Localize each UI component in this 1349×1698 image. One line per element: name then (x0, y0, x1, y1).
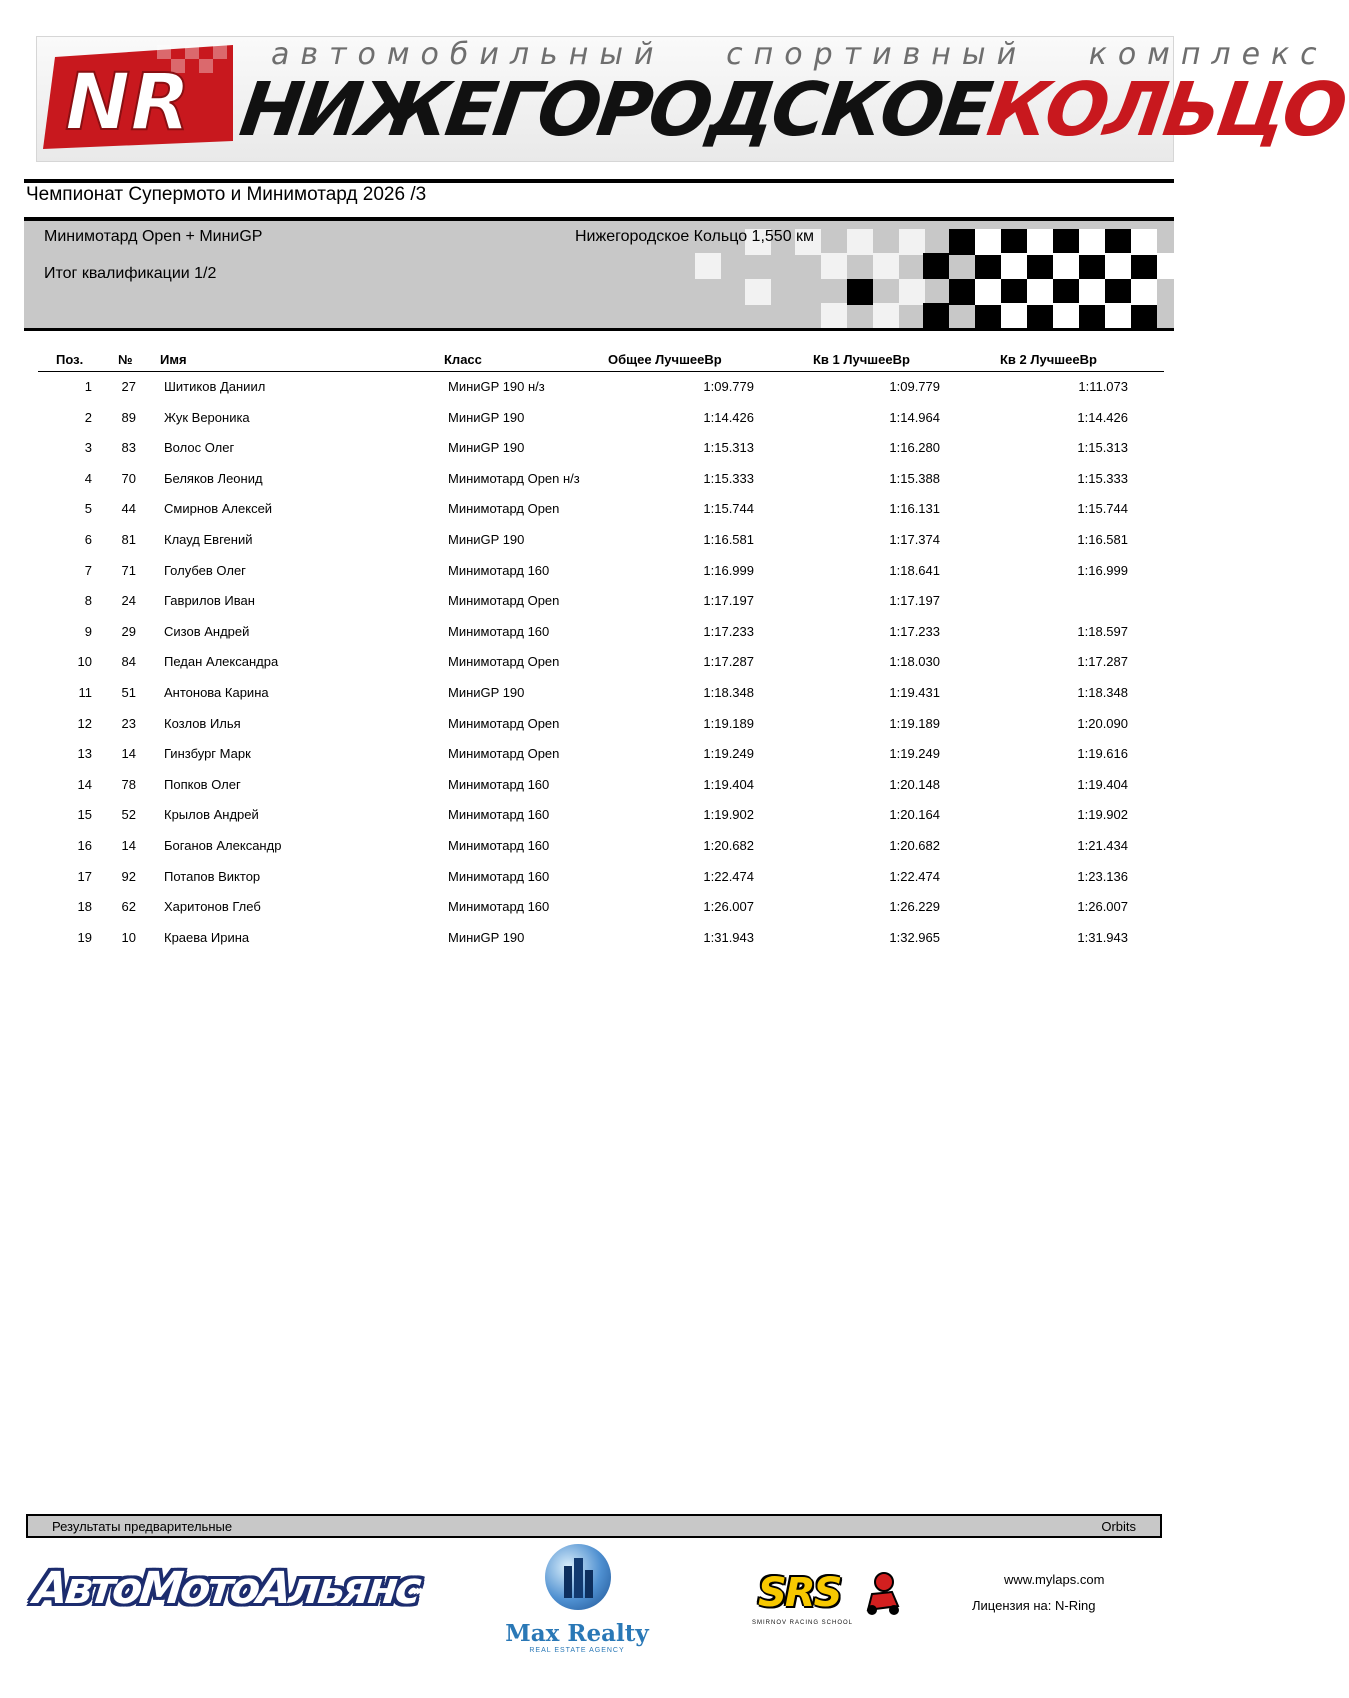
session-name: Итог квалификации 1/2 (44, 265, 217, 282)
header-pos: Поз. (56, 352, 84, 367)
cell-class: Минимотард 160 (448, 868, 550, 884)
cell-pos: 17 (77, 868, 92, 884)
cell-number: 52 (121, 807, 136, 823)
table-row (38, 743, 1164, 774)
header-name: Имя (160, 352, 187, 367)
cell-name: Шитиков Даниил (164, 379, 266, 394)
sponsor-automotoalliance-logo: АвтоМотоАльянс (31, 1563, 421, 1614)
table-row (38, 682, 1164, 713)
cell-class: Минимотард Open (448, 715, 560, 731)
header-q1-best: Кв 1 ЛучшееВр (813, 352, 910, 367)
top-divider (24, 179, 1174, 183)
cell-pos: 8 (84, 593, 92, 609)
cell-q1-best: 1:09.779 (889, 379, 940, 394)
cell-class: Минимотард 160 (448, 899, 550, 915)
cell-q1-best: 1:14.964 (889, 409, 940, 425)
cell-number: 51 (121, 684, 136, 700)
cell-q1-best: 1:18.641 (889, 562, 940, 578)
cell-pos: 1 (84, 379, 92, 394)
nr-logo (37, 37, 237, 161)
nr-logo-text: NR (65, 58, 191, 148)
footer-system: Orbits (1101, 1519, 1136, 1534)
cell-pos: 12 (77, 715, 92, 731)
cell-name: Смирнов Алексей (164, 501, 273, 517)
cell-pos: 11 (78, 684, 92, 700)
cell-best-lap: 1:17.287 (703, 654, 754, 670)
cell-number: 27 (121, 379, 136, 394)
rider-icon (862, 1572, 902, 1616)
footer-note: Результаты предварительные (52, 1519, 233, 1534)
header-q2-best: Кв 2 ЛучшееВр (1000, 352, 1097, 367)
cell-q2-best: 1:17.287 (1077, 654, 1128, 670)
table-row (38, 590, 1164, 621)
table-row (38, 437, 1164, 468)
table-row (38, 804, 1164, 835)
cell-name: Потапов Виктор (164, 868, 261, 884)
cell-pos: 15 (77, 807, 92, 823)
cell-best-lap: 1:22.474 (703, 868, 754, 884)
table-row (38, 621, 1164, 652)
cell-number: 92 (121, 868, 136, 884)
cell-number: 78 (121, 776, 136, 792)
cell-name: Краева Ирина (164, 929, 250, 945)
cell-q2-best: 1:15.313 (1077, 440, 1128, 456)
cell-name: Жук Вероника (164, 409, 250, 425)
cell-number: 44 (121, 501, 136, 517)
cell-q1-best: 1:16.131 (889, 501, 940, 517)
table-row (38, 468, 1164, 499)
cell-q1-best: 1:26.229 (889, 899, 940, 915)
cell-pos: 4 (84, 470, 92, 486)
cell-q2-best: 1:14.426 (1077, 409, 1128, 425)
banner-track-name (235, 67, 1349, 153)
cell-pos: 18 (77, 899, 92, 915)
cell-number: 62 (121, 899, 136, 915)
table-row (38, 896, 1164, 927)
cell-q2-best: 1:11.073 (1078, 379, 1128, 394)
cell-q1-best: 1:18.030 (889, 654, 940, 670)
cell-name: Голубев Олег (164, 562, 246, 578)
cell-name: Гинзбург Марк (164, 746, 251, 762)
cell-best-lap: 1:17.233 (703, 623, 754, 639)
cell-class: Минимотард 160 (448, 562, 550, 578)
event-title: Чемпионат Супермото и Минимотард 2026 /3 (26, 184, 427, 205)
track-info: Нижегородское Кольцо 1,550 км (575, 228, 815, 245)
cell-class: МиниGP 190 (448, 929, 525, 945)
cell-class: Минимотард Open (448, 654, 560, 670)
cell-q2-best: 1:20.090 (1077, 715, 1128, 731)
cell-best-lap: 1:19.249 (703, 746, 754, 762)
table-row (38, 774, 1164, 805)
cell-number: 71 (121, 562, 136, 578)
cell-q2-best: 1:16.581 (1077, 531, 1128, 547)
cell-number: 23 (121, 715, 136, 731)
cell-q2-best: 1:21.434 (1077, 837, 1128, 853)
cell-q1-best: 1:19.431 (889, 684, 940, 700)
track-banner (36, 36, 1349, 162)
cell-pos: 3 (84, 440, 92, 456)
cell-q2-best: 1:15.333 (1077, 470, 1128, 486)
cell-name: Волос Олег (164, 440, 235, 456)
cell-q1-best: 1:22.474 (889, 868, 940, 884)
banner-tagline: автомобильный спортивный комплекс (271, 37, 1328, 72)
cell-best-lap: 1:15.333 (703, 470, 754, 486)
cell-class: Минимотард Open (448, 593, 560, 609)
cell-class: Минимотард Open н/з (448, 470, 580, 486)
cell-best-lap: 1:18.348 (703, 684, 754, 700)
cell-class: Минимотард 160 (448, 776, 550, 792)
cell-name: Козлов Илья (164, 715, 241, 731)
cell-q2-best: 1:19.404 (1077, 776, 1128, 792)
building-icon (558, 1556, 598, 1598)
cell-name: Гаврилов Иван (164, 593, 255, 609)
table-row (38, 529, 1164, 560)
srs-logo-text: SRS (758, 1570, 841, 1616)
cell-name: Попков Олег (164, 776, 241, 792)
cell-q1-best: 1:17.374 (889, 531, 940, 547)
cell-q2-best: 1:19.902 (1077, 807, 1128, 823)
cell-class: МиниGP 190 (448, 531, 525, 547)
cell-best-lap: 1:15.744 (703, 501, 754, 517)
cell-pos: 5 (84, 501, 92, 517)
cell-q1-best: 1:16.280 (889, 440, 940, 456)
cell-best-lap: 1:31.943 (703, 929, 754, 945)
cell-class: МиниGP 190 (448, 440, 525, 456)
cell-name: Беляков Леонид (164, 470, 263, 486)
cell-number: 84 (121, 654, 136, 670)
cell-pos: 16 (77, 837, 92, 853)
cell-number: 14 (121, 746, 136, 762)
cell-best-lap: 1:15.313 (703, 440, 754, 456)
cell-best-lap: 1:19.189 (703, 715, 754, 731)
cell-q1-best: 1:15.388 (889, 470, 940, 486)
cell-q1-best: 1:17.197 (889, 593, 940, 609)
table-row (38, 866, 1164, 897)
cell-q1-best: 1:17.233 (889, 623, 940, 639)
license-text: Лицензия на: N-Ring (972, 1598, 1096, 1613)
cell-pos: 10 (77, 654, 92, 670)
panel-bottom-rule (24, 328, 1174, 331)
cell-number: 89 (121, 409, 136, 425)
cell-class: Минимотард 160 (448, 807, 550, 823)
cell-class: Минимотард Open (448, 746, 560, 762)
table-row (38, 713, 1164, 744)
cell-name: Антонова Карина (164, 684, 269, 700)
cell-q1-best: 1:19.249 (889, 746, 940, 762)
table-row (38, 835, 1164, 866)
panel-top-rule (24, 217, 1174, 221)
cell-pos: 6 (84, 531, 92, 547)
cell-q2-best: 1:23.136 (1077, 868, 1128, 884)
cell-q1-best: 1:20.164 (889, 807, 940, 823)
cell-name: Педан Александра (164, 654, 279, 670)
table-row (38, 927, 1164, 958)
table-row (38, 376, 1164, 407)
footer-bar (26, 1514, 1162, 1538)
table-row (38, 560, 1164, 591)
cell-name: Харитонов Глеб (164, 899, 261, 915)
cell-number: 24 (121, 593, 136, 609)
cell-q2-best: 1:16.999 (1077, 562, 1128, 578)
banner-name-part2: КОЛЬЦО (982, 67, 1349, 153)
cell-class: МиниGP 190 н/з (448, 379, 545, 394)
cell-q1-best: 1:20.682 (889, 837, 940, 853)
header-best-lap: Общее ЛучшееВр (608, 352, 722, 367)
cell-class: Минимотард 160 (448, 837, 550, 853)
srs-subtitle: SMIRNOV RACING SCHOOL (752, 1620, 854, 1626)
cell-pos: 13 (77, 746, 92, 762)
cell-q1-best: 1:20.148 (889, 776, 940, 792)
table-row (38, 407, 1164, 438)
cell-number: 70 (121, 470, 136, 486)
cell-best-lap: 1:14.426 (703, 409, 754, 425)
header-divider (38, 371, 1164, 372)
cell-q2-best: 1:26.007 (1077, 899, 1128, 915)
cell-pos: 9 (84, 623, 92, 639)
cell-best-lap: 1:19.902 (703, 807, 754, 823)
cell-pos: 19 (77, 929, 92, 945)
cell-number: 14 (121, 837, 136, 853)
cell-best-lap: 1:19.404 (703, 776, 754, 792)
cell-number: 10 (121, 929, 136, 945)
cell-pos: 2 (84, 409, 92, 425)
cell-number: 83 (121, 440, 136, 456)
cell-q2-best: 1:18.348 (1077, 684, 1128, 700)
cell-pos: 14 (77, 776, 92, 792)
cell-best-lap: 1:16.999 (703, 562, 754, 578)
cell-best-lap: 1:20.682 (703, 837, 754, 853)
cell-q2-best: 1:15.744 (1077, 501, 1128, 517)
header-class: Класс (444, 352, 482, 367)
cell-best-lap: 1:09.779 (703, 379, 754, 394)
cell-q2-best: 1:19.616 (1077, 746, 1128, 762)
sponsor-maxrealty-logo (502, 1542, 652, 1654)
cell-class: Минимотард Open (448, 501, 560, 517)
maxrealty-subtitle: REAL ESTATE AGENCY (529, 1647, 625, 1654)
cell-number: 81 (121, 531, 136, 547)
cell-best-lap: 1:16.581 (703, 531, 754, 547)
cell-class: МиниGP 190 (448, 684, 525, 700)
session-class-line: Минимотард Open + МиниGP (44, 228, 263, 245)
table-row (38, 498, 1164, 529)
cell-q1-best: 1:19.189 (889, 715, 940, 731)
cell-name: Сизов Андрей (164, 623, 250, 639)
cell-q1-best: 1:32.965 (889, 929, 940, 945)
maxrealty-name: Max Realty (505, 1620, 649, 1647)
cell-name: Боганов Александр (164, 837, 282, 853)
results-table-body (38, 376, 1164, 957)
cell-class: Минимотард 160 (448, 623, 550, 639)
table-row (38, 651, 1164, 682)
cell-class: МиниGP 190 (448, 409, 525, 425)
cell-name: Крылов Андрей (164, 807, 259, 823)
results-table-header (38, 348, 1164, 372)
cell-name: Клауд Евгений (164, 531, 253, 547)
banner-name-part1: НИЖЕГОРОДСКОЕ (234, 67, 995, 153)
cell-q2-best: 1:31.943 (1077, 929, 1128, 945)
cell-best-lap: 1:17.197 (703, 593, 754, 609)
cell-pos: 7 (84, 562, 92, 578)
cell-best-lap: 1:26.007 (703, 899, 754, 915)
cell-q2-best: 1:18.597 (1077, 623, 1128, 639)
mylaps-website: www.mylaps.com (1004, 1572, 1105, 1587)
sponsor-srs-logo (744, 1568, 904, 1638)
header-number: № (118, 352, 133, 367)
cell-number: 29 (121, 623, 136, 639)
session-header-panel (24, 217, 1174, 331)
